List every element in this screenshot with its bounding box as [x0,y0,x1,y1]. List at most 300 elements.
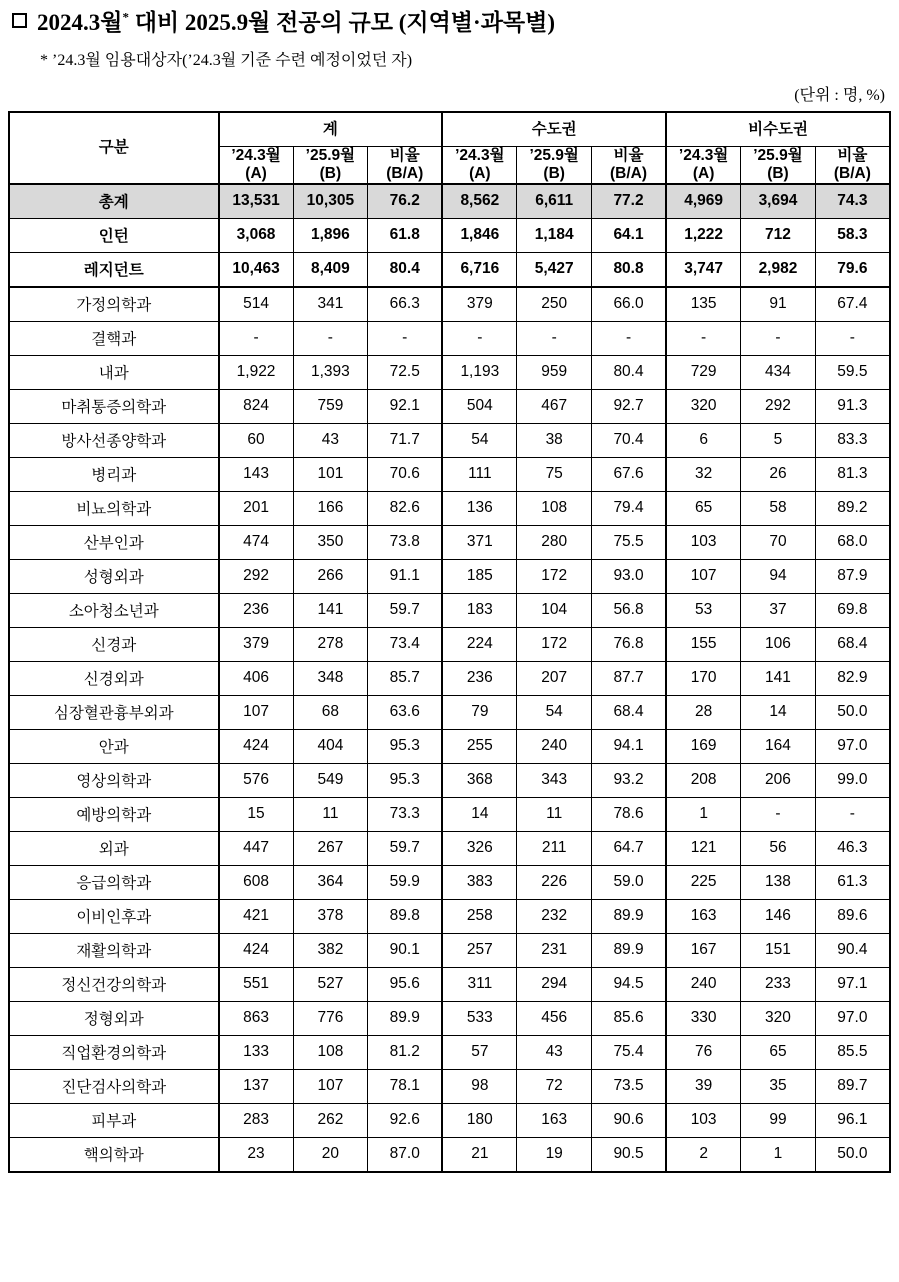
row-value: 135 [666,287,741,322]
row-label: 내과 [9,355,219,389]
row-value: 1,846 [442,218,517,252]
row-value: 68.4 [591,695,666,729]
row-value: 267 [293,831,368,865]
footnote-text: * ’24.3월 임용대상자(’24.3월 기준 수련 예정이었던 자) [40,52,413,69]
row-value: 43 [517,1035,592,1069]
row-value: 207 [517,661,592,695]
row-value: 364 [293,865,368,899]
row-value: 97.1 [815,967,890,1001]
row-value: 58 [741,491,816,525]
row-value: - [293,321,368,355]
row-value: 14 [741,695,816,729]
row-value: 326 [442,831,517,865]
row-value: 96.1 [815,1103,890,1137]
header-sub-a-total: ’24.3월 (A) [219,147,294,184]
row-value: 155 [666,627,741,661]
row-label: 비뇨의학과 [9,491,219,525]
row-value: 59.7 [368,831,443,865]
row-value: 371 [442,525,517,559]
row-value: 180 [442,1103,517,1137]
row-value: 94.5 [591,967,666,1001]
row-value: 164 [741,729,816,763]
row-value: 91.3 [815,389,890,423]
row-value: 82.9 [815,661,890,695]
row-value: 56 [741,831,816,865]
table-row [9,763,890,797]
row-value: 6,611 [517,184,592,219]
row-value: 63.6 [368,695,443,729]
row-label: 성형외과 [9,559,219,593]
row-value: 233 [741,967,816,1001]
row-value: 172 [517,627,592,661]
row-value: 66.0 [591,287,666,322]
row-value: 89.8 [368,899,443,933]
row-value: 103 [666,525,741,559]
row-value: 60 [219,423,294,457]
row-value: 65 [666,491,741,525]
row-value: 10,305 [293,184,368,219]
row-value: 5,427 [517,252,592,287]
row-label: 정신건강의학과 [9,967,219,1001]
row-value: 225 [666,865,741,899]
row-label: 결핵과 [9,321,219,355]
row-label: 마취통증의학과 [9,389,219,423]
table-row [9,899,890,933]
row-value: 73.4 [368,627,443,661]
row-value: 3,694 [741,184,816,219]
row-value: 169 [666,729,741,763]
row-value: 1,393 [293,355,368,389]
row-value: 75 [517,457,592,491]
row-label: 심장혈관흉부외과 [9,695,219,729]
row-value: 311 [442,967,517,1001]
header-group-total: 계 [219,112,443,147]
row-value: 330 [666,1001,741,1035]
unit-note: (단위 : 명, %) [794,87,885,104]
row-value: - [219,321,294,355]
row-value: 46.3 [815,831,890,865]
row-value: 97.0 [815,1001,890,1035]
row-label: 진단검사의학과 [9,1069,219,1103]
page-title-rest: 대비 2025.9월 전공의 규모 (지역별·과목별) [128,10,556,35]
row-value: 292 [219,559,294,593]
row-value: 61.8 [368,218,443,252]
table-row [9,1035,890,1069]
row-value: 163 [517,1103,592,1137]
row-value: 341 [293,287,368,322]
row-value: 107 [219,695,294,729]
row-value: 4,969 [666,184,741,219]
row-value: 350 [293,525,368,559]
row-value: 79.6 [815,252,890,287]
row-value: 447 [219,831,294,865]
row-value: 121 [666,831,741,865]
row-value: 89.9 [591,899,666,933]
row-value: 258 [442,899,517,933]
row-value: 70.6 [368,457,443,491]
row-value: 67.4 [815,287,890,322]
row-value: 163 [666,899,741,933]
row-value: 91 [741,287,816,322]
header-sub-a-noncapital: ’24.3월 (A) [666,147,741,184]
row-value: 206 [741,763,816,797]
table-row [9,729,890,763]
row-value: 292 [741,389,816,423]
row-value: 201 [219,491,294,525]
row-value: 95.3 [368,763,443,797]
row-value: 348 [293,661,368,695]
row-value: 255 [442,729,517,763]
header-group-capital: 수도권 [442,112,666,147]
row-label: 안과 [9,729,219,763]
row-label: 응급의학과 [9,865,219,899]
row-value: 50.0 [815,1137,890,1172]
row-label: 총계 [9,184,219,219]
row-label: 소아청소년과 [9,593,219,627]
header-sub-b-noncapital: ’25.9월 (B) [741,147,816,184]
row-value: 504 [442,389,517,423]
row-label: 재활의학과 [9,933,219,967]
row-value: 90.4 [815,933,890,967]
row-value: 232 [517,899,592,933]
row-value: 80.4 [368,252,443,287]
row-value: - [741,321,816,355]
row-value: 137 [219,1069,294,1103]
row-label: 병리과 [9,457,219,491]
row-value: 69.8 [815,593,890,627]
row-value: 138 [741,865,816,899]
row-value: 185 [442,559,517,593]
table-row [9,661,890,695]
row-value: 99.0 [815,763,890,797]
row-value: 53 [666,593,741,627]
row-value: 106 [741,627,816,661]
row-value: 729 [666,355,741,389]
row-value: 141 [741,661,816,695]
row-value: 37 [741,593,816,627]
row-value: 59.7 [368,593,443,627]
table-row [9,287,890,322]
row-value: 85.6 [591,1001,666,1035]
row-value: 527 [293,967,368,1001]
page-title [37,4,555,37]
table-body [9,184,890,1172]
row-value: 434 [741,355,816,389]
row-value: 8,409 [293,252,368,287]
row-value: 38 [517,423,592,457]
row-value: 208 [666,763,741,797]
row-value: 1 [741,1137,816,1172]
row-value: 85.5 [815,1035,890,1069]
table-row [9,1103,890,1137]
row-value: 151 [741,933,816,967]
row-value: 3,068 [219,218,294,252]
row-value: - [368,321,443,355]
row-value: 59.0 [591,865,666,899]
row-value: 107 [293,1069,368,1103]
row-value: 57 [442,1035,517,1069]
table-row [9,423,890,457]
row-value: 72.5 [368,355,443,389]
row-value: 64.7 [591,831,666,865]
row-value: 28 [666,695,741,729]
row-label: 신경외과 [9,661,219,695]
row-value: 26 [741,457,816,491]
row-value: 383 [442,865,517,899]
row-value: 2,982 [741,252,816,287]
row-value: 73.3 [368,797,443,831]
row-value: 136 [442,491,517,525]
row-value: 54 [442,423,517,457]
row-value: 81.2 [368,1035,443,1069]
row-value: 959 [517,355,592,389]
row-value: 379 [442,287,517,322]
row-value: 266 [293,559,368,593]
row-label: 외과 [9,831,219,865]
row-value: 1,896 [293,218,368,252]
row-value: 211 [517,831,592,865]
row-value: 66.3 [368,287,443,322]
row-value: 79.4 [591,491,666,525]
row-value: 75.4 [591,1035,666,1069]
row-value: 80.8 [591,252,666,287]
row-value: 71.7 [368,423,443,457]
row-value: - [517,321,592,355]
table-row [9,559,890,593]
row-value: 467 [517,389,592,423]
header-label: 구분 [9,112,219,184]
row-label: 예방의학과 [9,797,219,831]
row-value: 80.4 [591,355,666,389]
row-value: 89.2 [815,491,890,525]
row-value: 2 [666,1137,741,1172]
row-value: 280 [517,525,592,559]
row-value: 320 [741,1001,816,1035]
row-value: 94.1 [591,729,666,763]
row-value: 90.6 [591,1103,666,1137]
row-value: 1,922 [219,355,294,389]
row-value: 549 [293,763,368,797]
row-value: 92.7 [591,389,666,423]
row-value: 35 [741,1069,816,1103]
row-value: 378 [293,899,368,933]
row-value: 73.8 [368,525,443,559]
row-value: 226 [517,865,592,899]
table-row [9,933,890,967]
row-value: 533 [442,1001,517,1035]
row-value: 75.5 [591,525,666,559]
row-value: 21 [442,1137,517,1172]
row-value: 776 [293,1001,368,1035]
row-value: 379 [219,627,294,661]
row-value: 99 [741,1103,816,1137]
row-value: 32 [666,457,741,491]
row-value: 101 [293,457,368,491]
header-sub-b-capital: ’25.9월 (B) [517,147,592,184]
row-label: 핵의학과 [9,1137,219,1172]
row-value: 65 [741,1035,816,1069]
table-row [9,797,890,831]
row-value: 89.7 [815,1069,890,1103]
row-value: 98 [442,1069,517,1103]
row-value: 283 [219,1103,294,1137]
table-row [9,695,890,729]
row-value: 576 [219,763,294,797]
row-value: 166 [293,491,368,525]
row-value: 240 [517,729,592,763]
row-label: 방사선종양학과 [9,423,219,457]
header-sub-b-total: ’25.9월 (B) [293,147,368,184]
row-value: 59.9 [368,865,443,899]
row-label: 레지던트 [9,252,219,287]
row-value: 10,463 [219,252,294,287]
row-label: 인턴 [9,218,219,252]
row-value: 78.1 [368,1069,443,1103]
row-label: 산부인과 [9,525,219,559]
row-value: 76.2 [368,184,443,219]
row-value: 6 [666,423,741,457]
row-value: 320 [666,389,741,423]
row-value: - [442,321,517,355]
row-value: 712 [741,218,816,252]
row-label: 피부과 [9,1103,219,1137]
row-value: 133 [219,1035,294,1069]
statistics-table [8,111,891,1173]
row-value: 82.6 [368,491,443,525]
table-row [9,355,890,389]
header-sub-ratio-capital: 비율 (B/A) [591,147,666,184]
row-value: 58.3 [815,218,890,252]
row-value: 294 [517,967,592,1001]
row-value: 824 [219,389,294,423]
row-value: 81.3 [815,457,890,491]
row-label: 영상의학과 [9,763,219,797]
table-row [9,252,890,287]
row-value: - [591,321,666,355]
row-value: 6,716 [442,252,517,287]
row-value: 56.8 [591,593,666,627]
table-row [9,967,890,1001]
row-value: 76.8 [591,627,666,661]
page-title-row [8,0,891,37]
row-value: 250 [517,287,592,322]
row-value: 456 [517,1001,592,1035]
header-sub-ratio-total: 비율 (B/A) [368,147,443,184]
row-value: 257 [442,933,517,967]
row-value: 87.7 [591,661,666,695]
row-value: 15 [219,797,294,831]
row-value: 262 [293,1103,368,1137]
row-value: 8,562 [442,184,517,219]
row-value: 608 [219,865,294,899]
row-value: 95.3 [368,729,443,763]
row-value: 70.4 [591,423,666,457]
row-value: 278 [293,627,368,661]
row-value: 83.3 [815,423,890,457]
row-value: 43 [293,423,368,457]
row-value: 406 [219,661,294,695]
row-value: 95.6 [368,967,443,1001]
row-value: 50.0 [815,695,890,729]
table-row [9,593,890,627]
table-row [9,321,890,355]
row-value: 39 [666,1069,741,1103]
row-value: 108 [517,491,592,525]
row-value: 92.6 [368,1103,443,1137]
row-value: 108 [293,1035,368,1069]
row-value: 236 [442,661,517,695]
row-value: 74.3 [815,184,890,219]
row-value: 79 [442,695,517,729]
row-value: 368 [442,763,517,797]
row-value: 514 [219,287,294,322]
row-value: 183 [442,593,517,627]
table-row [9,184,890,219]
row-value: 89.9 [591,933,666,967]
row-value: 23 [219,1137,294,1172]
row-label: 신경과 [9,627,219,661]
row-value: 64.1 [591,218,666,252]
row-value: 68.4 [815,627,890,661]
row-value: 89.9 [368,1001,443,1035]
row-value: 97.0 [815,729,890,763]
row-value: 70 [741,525,816,559]
row-value: 143 [219,457,294,491]
table-row [9,1069,890,1103]
table-row [9,218,890,252]
table-row [9,1001,890,1035]
header-sub-ratio-noncapital: 비율 (B/A) [815,147,890,184]
row-value: 87.9 [815,559,890,593]
row-label: 이비인후과 [9,899,219,933]
row-value: 167 [666,933,741,967]
table-row [9,491,890,525]
row-value: 94 [741,559,816,593]
row-value: 172 [517,559,592,593]
row-value: 421 [219,899,294,933]
table-header [9,112,890,184]
page-title-asterisk: * [122,9,129,25]
row-value: 93.0 [591,559,666,593]
row-value: 1,184 [517,218,592,252]
row-value: 240 [666,967,741,1001]
table-row [9,865,890,899]
row-value: 61.3 [815,865,890,899]
row-value: 68 [293,695,368,729]
row-value: - [666,321,741,355]
row-value: 170 [666,661,741,695]
row-value: 103 [666,1103,741,1137]
row-value: 146 [741,899,816,933]
table-row [9,831,890,865]
table-row [9,1137,890,1172]
table-row [9,525,890,559]
row-value: 424 [219,729,294,763]
row-value: 90.1 [368,933,443,967]
row-value: - [815,797,890,831]
table-row [9,627,890,661]
row-value: 19 [517,1137,592,1172]
row-value: - [741,797,816,831]
row-value: 72 [517,1069,592,1103]
row-value: 424 [219,933,294,967]
row-value: 91.1 [368,559,443,593]
row-value: 90.5 [591,1137,666,1172]
header-sub-a-capital: ’24.3월 (A) [442,147,517,184]
row-value: 92.1 [368,389,443,423]
row-value: 85.7 [368,661,443,695]
row-label: 정형외과 [9,1001,219,1035]
